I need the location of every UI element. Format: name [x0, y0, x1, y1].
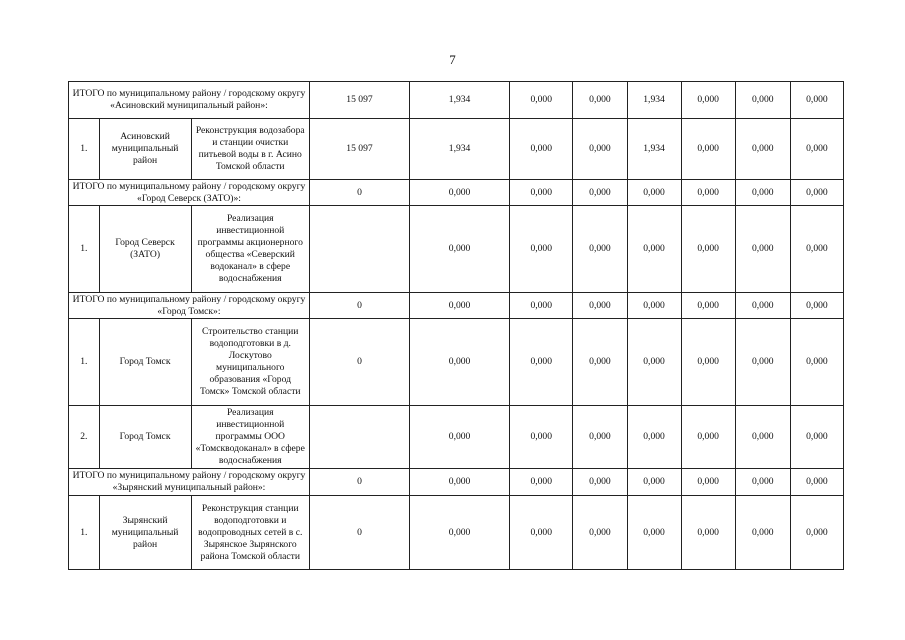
value-cell: 0,000 [681, 82, 735, 119]
value-cell: 0,000 [627, 319, 681, 406]
value-cell: 0,000 [573, 82, 627, 119]
value-cell: 0,000 [681, 293, 735, 319]
value-cell: 0,000 [410, 406, 510, 469]
value-cell [309, 406, 409, 469]
value-cell: 0 [309, 319, 409, 406]
value-cell: 0,000 [790, 469, 843, 496]
municipality-name: Зырянский муниципальный район [99, 496, 191, 570]
municipality-name: Асиновский муниципальный район [99, 119, 191, 180]
value-cell: 0,000 [681, 206, 735, 293]
project-name: Реконструкция водозабора и станции очистки питьевой воды в г. Асино Томской области [191, 119, 309, 180]
value-cell: 0,000 [410, 180, 510, 206]
value-cell: 0,000 [510, 119, 573, 180]
total-label: ИТОГО по муниципальному району / городскому округу «Асиновский муниципальный район»: [69, 82, 310, 119]
value-cell: 0,000 [735, 119, 790, 180]
value-cell: 0,000 [510, 319, 573, 406]
value-cell: 0 [309, 469, 409, 496]
value-cell: 0 [309, 496, 409, 570]
value-cell: 0,000 [510, 496, 573, 570]
value-cell: 0,000 [681, 496, 735, 570]
row-number: 1. [69, 319, 100, 406]
value-cell: 0,000 [790, 180, 843, 206]
value-cell: 0,000 [627, 293, 681, 319]
total-label: ИТОГО по муниципальному району / городскому округу «Город Томск»: [69, 293, 310, 319]
value-cell: 0,000 [735, 180, 790, 206]
value-cell: 0,000 [410, 206, 510, 293]
page-number: 7 [449, 52, 456, 67]
total-row [69, 82, 844, 119]
table-row [69, 496, 844, 570]
project-name: Реализация инвестиционной программы акционерного общества «Северский водоканал» в сфере водоснабжения [191, 206, 309, 293]
project-name: Реализация инвестиционной программы ООО «Томскводоканал» в сфере водоснабжения [191, 406, 309, 469]
value-cell: 0,000 [627, 469, 681, 496]
total-label: ИТОГО по муниципальному району / городскому округу «Город Северск (ЗАТО)»: [69, 180, 310, 206]
row-number: 1. [69, 496, 100, 570]
budget-table [68, 81, 844, 570]
value-cell: 1,934 [410, 82, 510, 119]
value-cell: 15 097 [309, 82, 409, 119]
value-cell: 0,000 [410, 469, 510, 496]
value-cell: 0,000 [410, 496, 510, 570]
value-cell: 0,000 [681, 469, 735, 496]
value-cell: 0 [309, 293, 409, 319]
value-cell: 0,000 [510, 82, 573, 119]
row-number: 2. [69, 406, 100, 469]
value-cell: 0,000 [410, 293, 510, 319]
value-cell [309, 206, 409, 293]
value-cell: 0,000 [790, 293, 843, 319]
value-cell: 0,000 [681, 406, 735, 469]
value-cell: 0,000 [790, 406, 843, 469]
value-cell: 0,000 [573, 180, 627, 206]
total-row [69, 180, 844, 206]
value-cell: 0,000 [735, 319, 790, 406]
value-cell: 0,000 [573, 319, 627, 406]
value-cell: 0,000 [735, 496, 790, 570]
row-number: 1. [69, 206, 100, 293]
value-cell: 0,000 [790, 496, 843, 570]
value-cell: 0 [309, 180, 409, 206]
value-cell: 1,934 [627, 119, 681, 180]
value-cell: 0,000 [735, 293, 790, 319]
total-label: ИТОГО по муниципальному району / городскому округу «Зырянский муниципальный район»: [69, 469, 310, 496]
row-number: 1. [69, 119, 100, 180]
value-cell: 0,000 [510, 180, 573, 206]
project-name: Реконструкция станции водоподготовки и водопроводных сетей в с. Зырянское Зырянского района Томской области [191, 496, 309, 570]
value-cell: 0,000 [573, 206, 627, 293]
total-row [69, 469, 844, 496]
value-cell: 0,000 [510, 293, 573, 319]
value-cell: 0,000 [735, 469, 790, 496]
table-row [69, 206, 844, 293]
municipality-name: Город Томск [99, 319, 191, 406]
project-name: Строительство станции водоподготовки в д. Лоскутово муниципального образования «Город Томск» Томской области [191, 319, 309, 406]
municipality-name: Город Северск (ЗАТО) [99, 206, 191, 293]
value-cell: 0,000 [573, 406, 627, 469]
value-cell: 0,000 [790, 82, 843, 119]
value-cell: 0,000 [510, 469, 573, 496]
value-cell: 0,000 [573, 293, 627, 319]
value-cell: 0,000 [681, 319, 735, 406]
value-cell: 0,000 [790, 206, 843, 293]
value-cell: 0,000 [681, 119, 735, 180]
municipality-name: Город Томск [99, 406, 191, 469]
value-cell: 0,000 [681, 180, 735, 206]
value-cell: 0,000 [627, 206, 681, 293]
value-cell: 0,000 [627, 496, 681, 570]
value-cell: 0,000 [790, 319, 843, 406]
value-cell: 0,000 [410, 319, 510, 406]
table-body [69, 82, 844, 570]
table-row [69, 119, 844, 180]
value-cell: 0,000 [735, 406, 790, 469]
value-cell: 0,000 [510, 206, 573, 293]
value-cell: 1,934 [410, 119, 510, 180]
value-cell: 1,934 [627, 82, 681, 119]
value-cell: 0,000 [790, 119, 843, 180]
value-cell: 0,000 [735, 206, 790, 293]
value-cell: 0,000 [510, 406, 573, 469]
value-cell: 0,000 [627, 180, 681, 206]
value-cell: 15 097 [309, 119, 409, 180]
value-cell: 0,000 [735, 82, 790, 119]
value-cell: 0,000 [573, 496, 627, 570]
value-cell: 0,000 [573, 469, 627, 496]
table-row [69, 319, 844, 406]
value-cell: 0,000 [573, 119, 627, 180]
value-cell: 0,000 [627, 406, 681, 469]
table-row [69, 406, 844, 469]
total-row [69, 293, 844, 319]
